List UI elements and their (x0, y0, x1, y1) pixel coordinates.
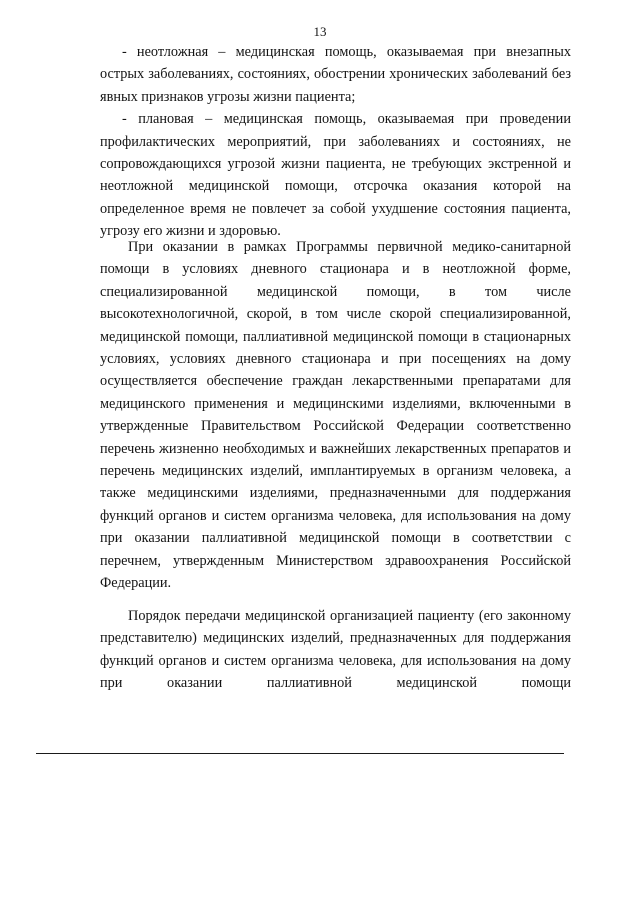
device-transfer-section (100, 605, 571, 695)
care-form-definitions (100, 41, 571, 243)
paragraph-device-transfer: Порядок передачи медицинской организацией пациенту (его законному представителю) медицинских изделий, предназначенных для поддержания функций органов и систем организма человека, для использования на дому при оказании паллиативной медицинской помощи (100, 608, 571, 692)
paragraph-planned-care: - плановая – медицинская помощь, оказываемая при проведении профилактических мероприятий, при заболеваниях и состояниях, не сопровождающихся угрозой жизни пациента, не требующих экстренной и неотложной медицинской помощи, отсрочка оказания которой на определенное время не повлечет за собой ухудшение состояния пациента, угрозу его жизни и здоровью. (100, 111, 571, 240)
page-separator-line (36, 753, 564, 754)
page-number: 13 (313, 24, 327, 39)
paragraph-urgent-care: - неотложная – медицинская помощь, оказываемая при внезапных острых заболеваниях, состояниях, обострении хронических заболеваний без явных признаков угрозы жизни пациента; (100, 44, 571, 105)
paragraph-drug-provision: При оказании в рамках Программы первичной медико-санитарной помощи в условиях дневного стационара и в неотложной форме, специализированной медицинской помощи, в том числе высокотехнологичной, скорой, в том числе скорой специализированной, медицинской помощи, паллиативной медицинской помощи в стационарных условиях, условиях дневного стационара и при посещениях на дому осуществляется обеспечение граждан лекарственными препаратами для медицинского применения и медицинскими изделиями, включенными в утвержденные Правительством Российской Федерации соответственно перечень жизненно необходимых и важнейших лекарственных препаратов и перечень медицинских изделий, имплантируемых в организм человека, а также медицинскими изделиями, предназначенными для поддержания функций органов и систем организма человека, для использования на дому при оказании паллиативной медицинской помощи в соответствии с перечнем, утвержденным Министерством здравоохранения Российской Федерации. (100, 239, 571, 592)
program-provision-section (100, 236, 571, 595)
